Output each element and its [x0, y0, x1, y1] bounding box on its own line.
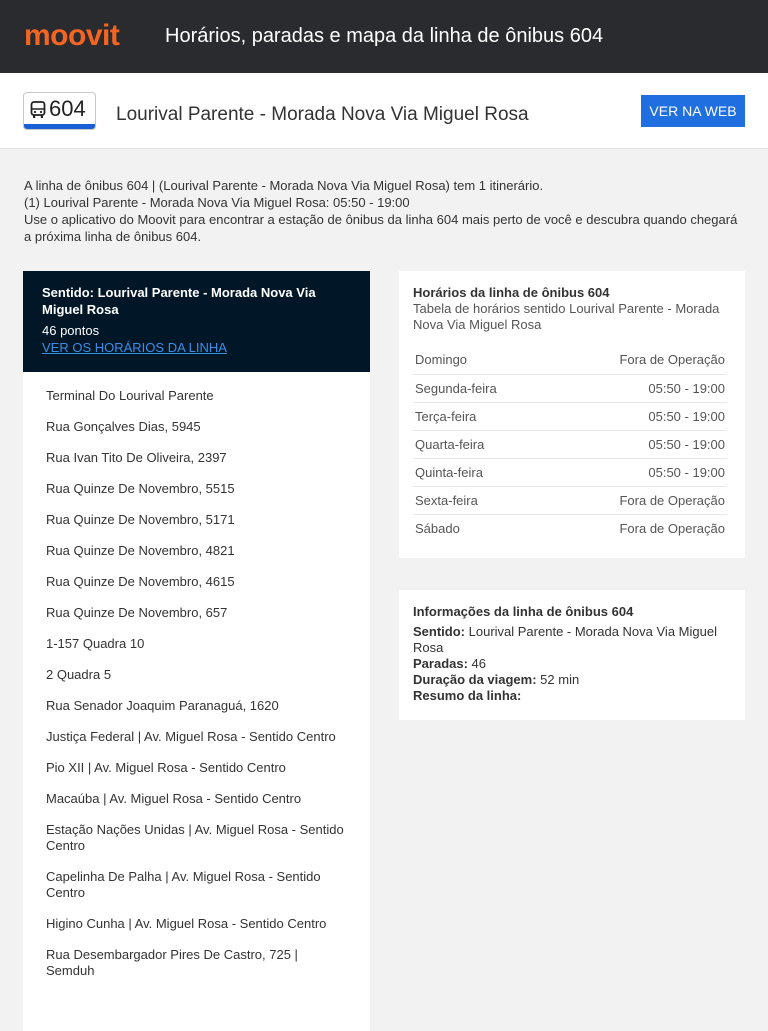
schedule-time: Fora de Operação — [619, 520, 725, 536]
stop-item: Pio XII | Av. Miguel Rosa - Sentido Centro — [46, 760, 286, 775]
direction-header — [23, 271, 370, 372]
stop-item: 2 Quadra 5 — [46, 667, 112, 682]
schedule-table — [413, 346, 727, 542]
schedule-day: Sexta-feira — [413, 486, 551, 514]
schedule-day: Domingo — [413, 346, 551, 374]
schedule-time: 05:50 - 19:00 — [551, 458, 727, 486]
view-schedule-link[interactable]: VER OS HORÁRIOS DA LINHA — [42, 340, 227, 355]
stop-item: Estação Nações Unidas | Av. Miguel Rosa - Sentido Centro — [46, 822, 344, 853]
stop-item: Rua Gonçalves Dias, 5945 — [46, 419, 201, 434]
top-bar — [0, 0, 768, 73]
stop-item: Rua Desembargador Pires De Castro, 725 | Semduh — [46, 947, 298, 978]
stop-count: 46 pontos — [42, 323, 100, 338]
schedule-day: Segunda-feira — [413, 374, 551, 402]
stop-item: Terminal Do Lourival Parente — [46, 388, 214, 403]
route-color-stripe — [24, 124, 95, 129]
stop-item: Justiça Federal | Av. Miguel Rosa - Sentido Centro — [46, 729, 336, 744]
info-direction — [413, 624, 731, 656]
route-badge — [23, 92, 96, 130]
stop-item: Rua Quinze De Novembro, 4821 — [46, 543, 235, 558]
stop-item: Rua Quinze De Novembro, 4615 — [46, 574, 235, 589]
info-stops-value: 46 — [471, 656, 487, 671]
line-name: Lourival Parente - Morada Nova Via Miguel Rosa — [116, 104, 529, 125]
stop-item: Macaúba | Av. Miguel Rosa - Sentido Centro — [46, 791, 302, 806]
schedule-time: Fora de Operação — [551, 346, 727, 374]
line-header — [0, 73, 768, 149]
stop-item: Higino Cunha | Av. Miguel Rosa - Sentido Centro — [46, 916, 327, 931]
schedule-row — [413, 374, 727, 402]
schedule-time: 05:50 - 19:00 — [551, 402, 727, 430]
info-duration-value: 52 min — [540, 672, 580, 687]
stop-item: Rua Senador Joaquim Paranaguá, 1620 — [46, 698, 279, 713]
intro-line: Use o aplicativo do Moovit para encontrar a estação de ônibus da linha 604 mais perto de você e descubra quando chegará a próxima linha de ônibus 604. — [24, 212, 738, 244]
schedule-row — [413, 514, 727, 542]
schedule-title: Horários da linha de ônibus 604 — [413, 285, 610, 300]
schedule-time: 05:50 - 19:00 — [551, 374, 727, 402]
schedule-row — [413, 402, 727, 430]
intro-line: A linha de ônibus 604 | (Lourival Parente - Morada Nova Via Miguel Rosa) tem 1 itinerário. — [24, 178, 544, 193]
moovit-logo[interactable]: moovit — [24, 19, 120, 52]
direction-title: Sentido: Lourival Parente - Morada Nova Via Miguel Rosa — [42, 285, 316, 317]
intro-text — [24, 177, 744, 245]
schedule-row — [413, 346, 727, 374]
schedule-card — [399, 271, 745, 558]
schedule-day: Sábado — [415, 520, 460, 536]
schedule-subtitle: Tabela de horários sentido Lourival Parente - Morada Nova Via Miguel Rosa — [413, 301, 720, 332]
stop-item: Rua Quinze De Novembro, 657 — [46, 605, 228, 620]
schedule-day: Quinta-feira — [413, 458, 551, 486]
stop-list — [23, 388, 370, 994]
stop-item: Rua Quinze De Novembro, 5171 — [46, 512, 235, 527]
stop-item: Capelinha De Palha | Av. Miguel Rosa - Sentido Centro — [46, 869, 321, 900]
route-number: 604 — [49, 96, 86, 121]
info-duration-label: Duração da viagem: — [413, 672, 537, 687]
stop-item: 1-157 Quadra 10 — [46, 636, 145, 651]
schedule-time: Fora de Operação — [551, 486, 727, 514]
direction-card — [23, 271, 370, 1031]
schedule-day: Quarta-feira — [413, 430, 551, 458]
line-info-card — [399, 590, 745, 720]
schedule-row — [413, 486, 727, 514]
schedule-time: 05:50 - 19:00 — [551, 430, 727, 458]
info-summary-label: Resumo da linha: — [413, 688, 522, 703]
info-stops-label: Paradas: — [413, 656, 468, 671]
intro-line: (1) Lourival Parente - Morada Nova Via Miguel Rosa: 05:50 - 19:00 — [24, 195, 410, 210]
schedule-day: Terça-feira — [413, 402, 551, 430]
info-direction-label: Sentido: — [413, 624, 465, 639]
bus-icon — [30, 101, 46, 119]
info-title: Informações da linha de ônibus 604 — [413, 604, 634, 619]
view-on-web-button[interactable]: VER NA WEB — [641, 95, 745, 127]
info-direction-value: Lourival Parente - Morada Nova Via Miguel Rosa — [413, 624, 717, 655]
info-duration — [413, 672, 731, 688]
schedule-row — [413, 458, 727, 486]
stop-item: Rua Ivan Tito De Oliveira, 2397 — [46, 450, 227, 465]
info-summary — [413, 688, 731, 704]
schedule-row — [413, 430, 727, 458]
stop-item: Rua Quinze De Novembro, 5515 — [46, 481, 235, 496]
page-title: Horários, paradas e mapa da linha de ônibus 604 — [165, 25, 604, 47]
info-stops — [413, 656, 731, 672]
